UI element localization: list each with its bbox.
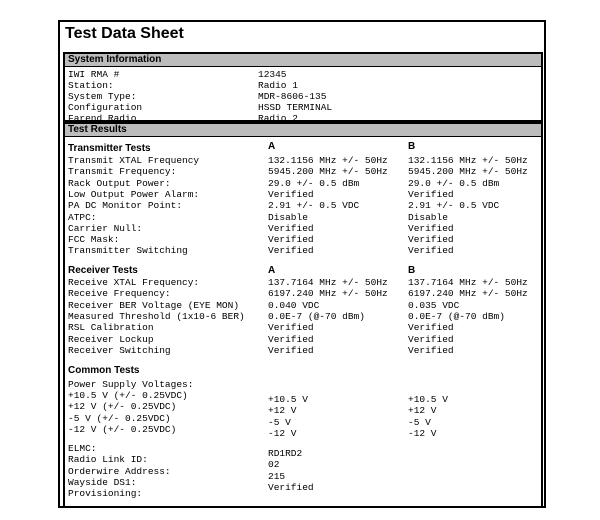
misc-value: 215 [268, 470, 286, 482]
transmitter-col-b-header: B [408, 141, 416, 152]
receiver-tests-heading: Receiver Tests [68, 265, 138, 276]
misc-label: Orderwire Address: [68, 465, 171, 477]
receiver-row-label: Receiver BER Voltage (EYE MON) [68, 299, 240, 311]
common-row-label: -12 V (+/- 0.25VDC) [68, 423, 177, 435]
receiver-row-value-b: Verified [408, 344, 454, 356]
transmitter-row-value-a: Verified [268, 188, 314, 200]
transmitter-row-value-a: Verified [268, 245, 314, 257]
misc-label: Wayside DS1: [68, 476, 137, 488]
test-results-heading: Test Results [65, 124, 541, 137]
system-information-heading: System Information [65, 54, 541, 67]
misc-value: 02 [268, 459, 280, 471]
receiver-row-label: Receive Frequency: [68, 288, 171, 300]
transmitter-row-label: Transmitter Switching [68, 245, 188, 257]
transmitter-row-value-a: 5945.200 MHz +/- 50Hz [268, 166, 388, 178]
common-row-value-a: -5 V [268, 416, 291, 428]
common-row-value-a: -12 V [268, 427, 297, 439]
common-row-label: -5 V (+/- 0.25VDC) [68, 412, 171, 424]
transmitter-row-label: Rack Output Power: [68, 177, 171, 189]
transmitter-tests-heading: Transmitter Tests [68, 143, 151, 154]
transmitter-row-value-a: Disable [268, 211, 308, 223]
common-row-label: +10.5 V (+/- 0.25VDC) [68, 390, 188, 401]
transmitter-row-label: Transmit XTAL Frequency [68, 155, 200, 166]
common-row-value-a: +10.5 V [268, 394, 308, 405]
receiver-row-value-b: 137.7164 MHz +/- 50Hz [408, 277, 528, 288]
receiver-row-label: Receive XTAL Frequency: [68, 277, 200, 288]
transmitter-row-value-b: 132.1156 MHz +/- 50Hz [408, 155, 528, 166]
system-info-label: Farend Radio [68, 113, 137, 124]
misc-label: Radio Link ID: [68, 454, 148, 466]
misc-label: ELMC: [68, 443, 97, 454]
system-info-label: IWI RMA # [68, 69, 120, 80]
receiver-row-value-b: 6197.240 MHz +/- 50Hz [408, 288, 528, 300]
transmitter-col-a-header: A [268, 141, 276, 152]
transmitter-row-value-a: 29.0 +/- 0.5 dBm [268, 177, 360, 189]
common-row-label: +12 V (+/- 0.25VDC) [68, 401, 177, 413]
common-row-value-b: -12 V [408, 427, 437, 439]
transmitter-row-label: ATPC: [68, 211, 97, 223]
receiver-row-label: Measured Threshold (1x10-6 BER) [68, 310, 245, 322]
transmitter-row-value-b: 29.0 +/- 0.5 dBm [408, 177, 500, 189]
test-results-section [63, 122, 543, 508]
system-info-label: Station: [68, 80, 114, 91]
receiver-row-value-a: Verified [268, 344, 314, 356]
transmitter-row-value-a: Verified [268, 234, 314, 246]
transmitter-row-label: FCC Mask: [68, 234, 120, 246]
transmitter-row-value-b: Verified [408, 245, 454, 257]
common-row-value-b: -5 V [408, 416, 431, 428]
common-row-value-a: +12 V [268, 405, 297, 417]
receiver-row-value-b: Verified [408, 333, 454, 345]
common-tests-heading: Common Tests [68, 365, 140, 376]
receiver-col-a-header: A [268, 265, 276, 276]
receiver-row-label: RSL Calibration [68, 322, 154, 334]
transmitter-row-value-a: 2.91 +/- 0.5 VDC [268, 200, 360, 212]
receiver-row-value-a: 0.040 VDC [268, 299, 320, 311]
transmitter-row-value-b: Verified [408, 188, 454, 200]
receiver-row-value-a: 137.7164 MHz +/- 50Hz [268, 277, 388, 288]
transmitter-row-label: Carrier Null: [68, 222, 143, 234]
transmitter-row-value-a: 132.1156 MHz +/- 50Hz [268, 155, 388, 166]
system-information-section [63, 52, 543, 122]
receiver-row-value-a: 6197.240 MHz +/- 50Hz [268, 288, 388, 300]
transmitter-row-value-b: Verified [408, 222, 454, 234]
system-info-value: Radio 1 [258, 80, 298, 91]
receiver-row-value-a: Verified [268, 333, 314, 345]
receiver-row-value-b: Verified [408, 322, 454, 334]
system-info-value: MDR-8606-135 [258, 91, 327, 102]
receiver-row-value-a: 0.0E-7 (@-70 dBm) [268, 310, 365, 322]
transmitter-row-label: Transmit Frequency: [68, 166, 177, 178]
receiver-col-b-header: B [408, 265, 416, 276]
transmitter-row-label: PA DC Monitor Point: [68, 200, 183, 212]
common-row-value-b: +12 V [408, 405, 437, 417]
receiver-row-label: Receiver Switching [68, 344, 171, 356]
transmitter-row-label: Low Output Power Alarm: [68, 188, 200, 200]
transmitter-row-value-a: Verified [268, 222, 314, 234]
system-info-value: 12345 [258, 69, 287, 80]
transmitter-row-value-b: Disable [408, 211, 448, 223]
test-data-sheet [58, 20, 546, 508]
receiver-row-value-b: 0.0E-7 (@-70 dBm) [408, 310, 505, 322]
power-supply-label: Power Supply Voltages: [68, 379, 194, 390]
receiver-row-value-b: 0.035 VDC [408, 299, 460, 311]
misc-value: Verified [268, 481, 314, 493]
common-row-value-b: +10.5 V [408, 394, 448, 405]
system-info-value: HSSD TERMINAL [258, 102, 333, 113]
receiver-row-label: Receiver Lockup [68, 333, 154, 345]
misc-label: Provisioning: [68, 488, 143, 500]
receiver-row-value-a: Verified [268, 322, 314, 334]
page-title: Test Data Sheet [65, 25, 184, 42]
transmitter-row-value-b: Verified [408, 234, 454, 246]
transmitter-row-value-b: 5945.200 MHz +/- 50Hz [408, 166, 528, 178]
system-info-label: Configuration [68, 102, 143, 113]
transmitter-row-value-b: 2.91 +/- 0.5 VDC [408, 200, 500, 212]
misc-value: RD1RD2 [268, 448, 303, 459]
system-info-label: System Type: [68, 91, 137, 102]
system-info-value: Radio 2 [258, 113, 298, 124]
